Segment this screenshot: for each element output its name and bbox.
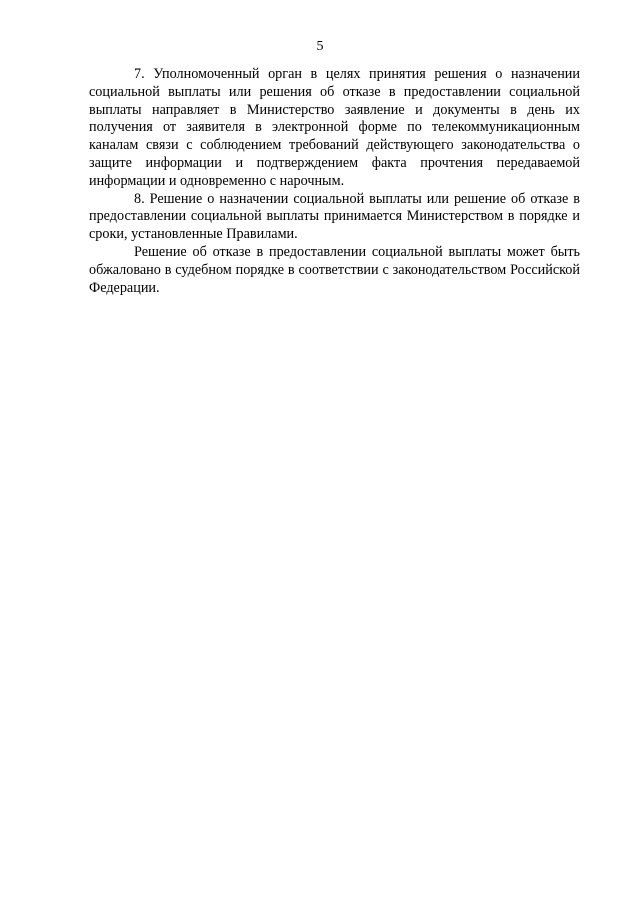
paragraph-7: 7. Уполномоченный орган в целях принятия решения о назначении социальной выплаты или решения об отказе в предоставлении социальной выплаты направляет в Министерство заявление и документы в день их получения от заявителя в электронной форме по телекоммуникационным каналам связи с соблюдением требований действующего законодательства о защите информации и подтверждением факта прочтения передаваемой информации и одновременно с нарочным. — [89, 66, 580, 189]
document-body — [89, 66, 580, 297]
paragraph-appeal: Решение об отказе в предоставлении социальной выплаты может быть обжаловано в судебном порядке в соответствии с законодательством Российской Федерации. — [89, 243, 580, 296]
paragraph-8: 8. Решение о назначении социальной выплаты или решение об отказе в предоставлении социальной выплаты принимается Министерством в порядке и сроки, установленные Правилами. — [89, 190, 580, 243]
page-number: 5 — [316, 39, 324, 54]
